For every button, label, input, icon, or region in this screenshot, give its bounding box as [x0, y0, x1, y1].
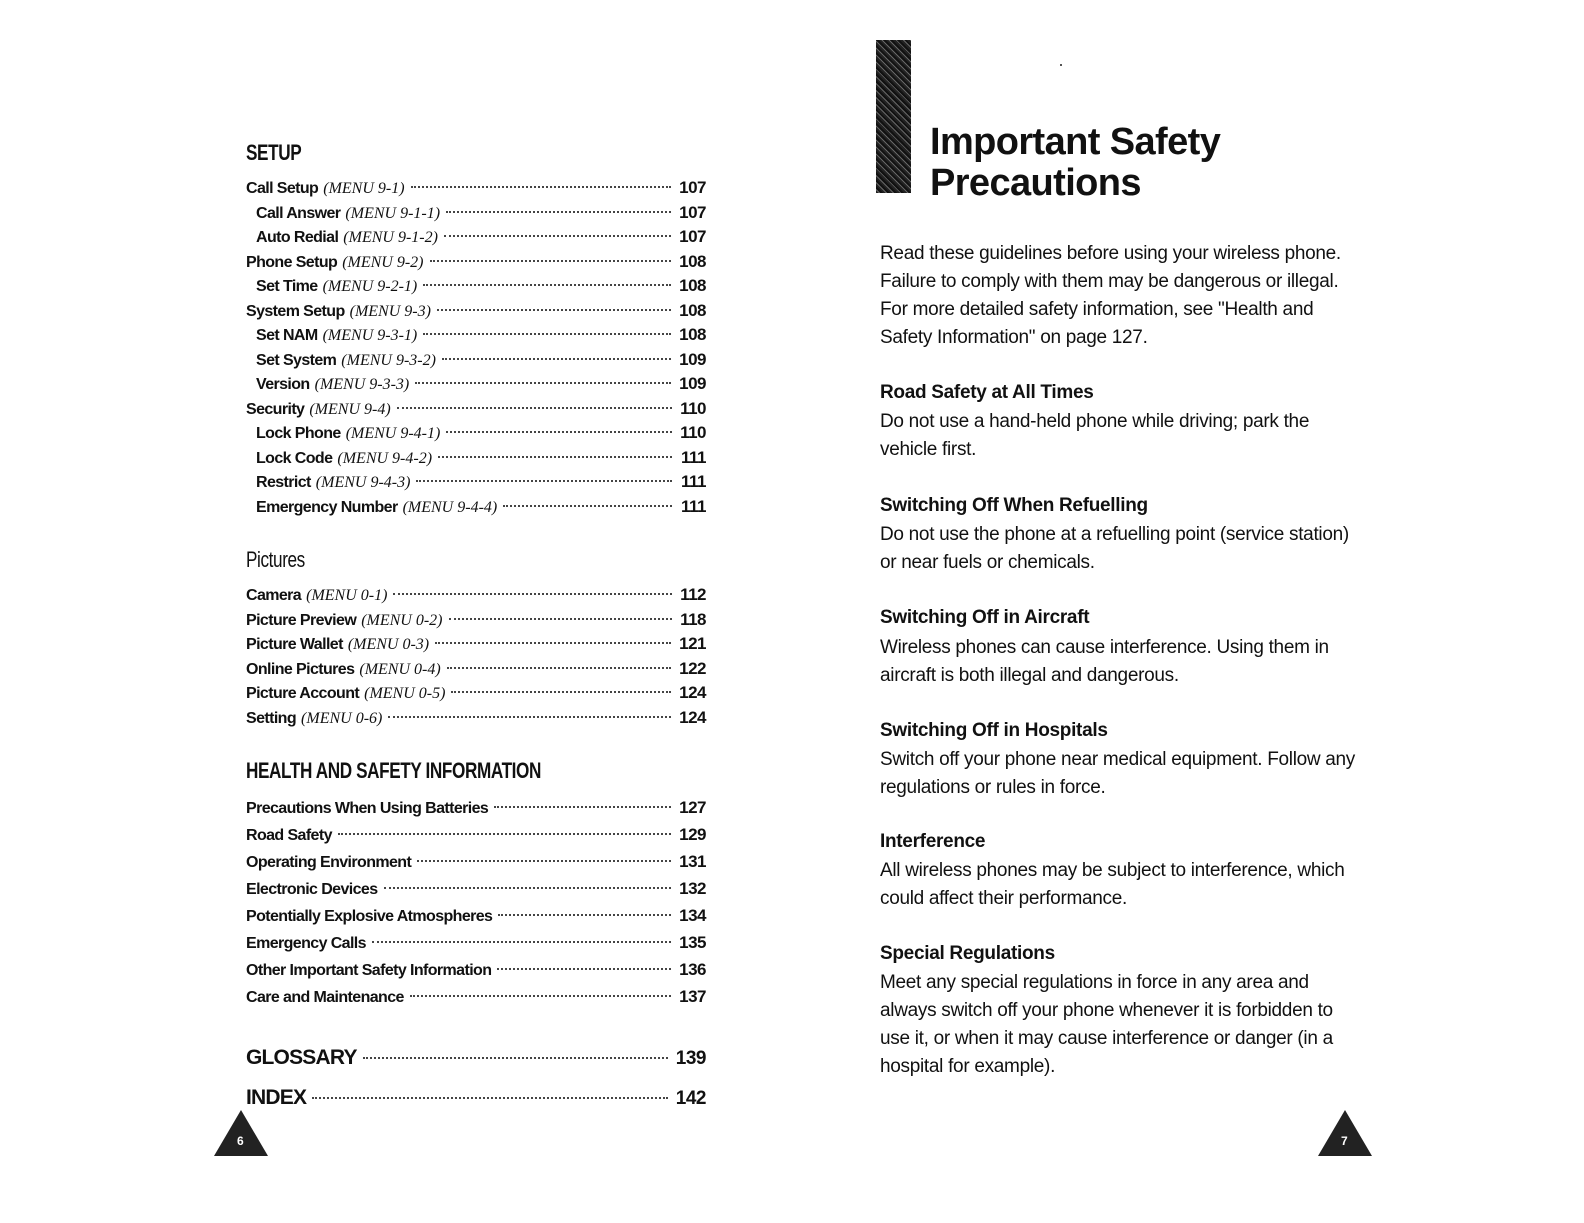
toc-row[interactable]	[246, 956, 706, 983]
toc-label: Picture Preview	[246, 611, 357, 629]
leader-dots	[393, 593, 672, 595]
toc-page: 108	[679, 276, 706, 295]
toc-menu: (MENU 9-4-3)	[315, 474, 411, 491]
toc-health-list	[246, 794, 706, 1010]
page-number-triangle-icon	[214, 1110, 268, 1156]
toc-label: Security	[246, 400, 305, 418]
toc-menu: (MENU 0-3)	[347, 636, 430, 653]
toc-row-glossary[interactable]	[246, 1038, 706, 1078]
leader-dots	[438, 456, 672, 458]
toc-page: 111	[681, 447, 706, 467]
intro-paragraph: Read these guidelines before using your wireless phone. Failure to comply with them may be dangerous or illegal. For more detailed safety information, see "Health and Safety Information" on page 127.	[880, 243, 1341, 348]
toc-row[interactable]	[246, 495, 706, 520]
toc-label: Set NAM	[256, 327, 318, 344]
leader-dots	[312, 1097, 668, 1099]
toc-menu: (MENU 9-4)	[309, 400, 391, 418]
toc-section-title-setup: SETUP	[246, 140, 302, 165]
leader-dots	[384, 887, 672, 889]
toc-page: 127	[679, 798, 706, 817]
toc-row[interactable]	[246, 274, 706, 299]
toc-label: Picture Account	[246, 685, 360, 702]
leader-dots	[430, 260, 672, 262]
page-title-line2: Precautions	[930, 162, 1141, 204]
page-number-triangle-icon	[1318, 1110, 1372, 1156]
leader-dots	[423, 284, 671, 286]
toc-page: 134	[679, 906, 706, 925]
toc-page: 107	[679, 178, 706, 197]
toc-menu: (MENU 9-4-1)	[345, 425, 441, 442]
section-text: Do not use a hand-held phone while driving; park the vehicle first.	[880, 411, 1310, 460]
page-title-line1: Important Safety	[930, 121, 1221, 163]
toc-page: 139	[675, 1048, 706, 1069]
toc-label: Other Important Safety Information	[246, 962, 492, 979]
toc-menu: (MENU 0-1)	[306, 587, 388, 604]
toc-page: 122	[679, 658, 706, 678]
toc-row[interactable]	[246, 176, 706, 201]
leader-dots	[372, 941, 671, 943]
toc-row[interactable]	[246, 681, 706, 706]
toc-section-title-health: HEALTH AND SAFETY INFORMATION	[246, 758, 542, 783]
toc-page: 112	[680, 585, 706, 604]
leader-dots	[417, 860, 671, 862]
toc-label: Lock Code	[256, 449, 333, 467]
leader-dots	[416, 480, 672, 482]
toc-page: 111	[681, 472, 706, 491]
toc-page: 124	[679, 707, 706, 727]
leader-dots	[363, 1057, 668, 1059]
toc-page: 129	[679, 825, 706, 844]
toc-row[interactable]	[246, 848, 706, 875]
toc-page: 124	[679, 683, 706, 702]
toc-page: 107	[679, 202, 706, 222]
toc-label: System Setup	[246, 302, 345, 320]
toc-label: Operating Environment	[246, 854, 412, 871]
toc-page: 121	[679, 634, 706, 653]
toc-label: Lock Phone	[256, 425, 341, 442]
toc-page: 137	[679, 987, 706, 1006]
leader-dots	[503, 505, 672, 507]
leader-dots	[498, 914, 671, 916]
toc-page: 110	[680, 423, 706, 442]
toc-page: 108	[679, 325, 706, 344]
toc-pictures-list	[246, 583, 706, 730]
section-heading: Interference	[880, 831, 986, 852]
toc-row[interactable]	[246, 929, 706, 956]
section-heading: Road Safety at All Times	[880, 382, 1094, 403]
toc-row-index[interactable]	[246, 1078, 706, 1118]
section-text: Switch off your phone near medical equipment. Follow any regulations or rules in force.	[880, 749, 1356, 798]
toc-menu: (MENU 9-3-3)	[314, 376, 410, 393]
toc-menu: (MENU 0-2)	[361, 611, 443, 629]
toc-row[interactable]	[246, 421, 706, 446]
toc-setup-list	[246, 176, 706, 519]
toc-row[interactable]	[246, 372, 706, 397]
toc-row[interactable]	[246, 902, 706, 929]
toc-page: 142	[675, 1088, 706, 1109]
leader-dots	[437, 309, 671, 311]
table-of-contents	[246, 140, 706, 1118]
leader-dots	[415, 382, 671, 384]
toc-label: Call Answer	[256, 204, 341, 222]
toc-menu: (MENU 9-2)	[342, 253, 424, 271]
toc-row[interactable]	[246, 794, 706, 821]
toc-menu: (MENU 9-3-1)	[322, 327, 418, 344]
toc-menu: (MENU 0-4)	[359, 660, 441, 678]
toc-row[interactable]	[246, 583, 706, 608]
toc-row[interactable]	[246, 875, 706, 902]
toc-menu: (MENU 0-5)	[364, 685, 446, 702]
toc-page: 136	[679, 960, 706, 979]
leader-dots	[442, 358, 671, 360]
toc-menu: (MENU 9-1)	[323, 180, 405, 197]
leader-dots	[444, 235, 671, 237]
toc-page: 111	[681, 496, 706, 516]
section-text: Do not use the phone at a refuelling point (service station) or near fuels or chemicals.	[880, 524, 1349, 573]
leader-dots	[447, 667, 671, 669]
toc-menu: (MENU 9-4-2)	[337, 449, 433, 467]
toc-menu: (MENU 9-1-2)	[343, 229, 438, 246]
toc-label: Camera	[246, 587, 302, 604]
toc-page: 109	[679, 374, 706, 393]
section-heading: Special Regulations	[880, 943, 1055, 964]
section-text: Meet any special regulations in force in any area and always switch off your phone whenever it is forbidden to use it, or when it may cause interference or danger (in a hospital for example).	[880, 972, 1333, 1077]
toc-menu: (MENU 9-3)	[349, 302, 431, 320]
toc-page: 118	[680, 609, 706, 629]
toc-label: Online Pictures	[246, 660, 355, 678]
toc-row[interactable]	[246, 201, 706, 226]
leader-dots	[411, 186, 672, 188]
section-text: Wireless phones can cause interference. Using them in aircraft is both illegal and dangerous.	[880, 637, 1329, 686]
toc-row[interactable]	[246, 657, 706, 682]
dot-mark	[1060, 64, 1062, 66]
leader-dots	[397, 407, 672, 409]
left-page-number: 6	[237, 1134, 244, 1148]
toc-row[interactable]	[246, 225, 706, 250]
section-heading: Switching Off in Hospitals	[880, 720, 1108, 741]
toc-page: 110	[680, 398, 706, 418]
toc-label: Road Safety	[246, 827, 332, 844]
toc-row[interactable]	[246, 397, 706, 422]
chapter-bar-icon	[876, 40, 911, 193]
section-heading: Switching Off in Aircraft	[880, 607, 1090, 628]
leader-dots	[388, 716, 671, 718]
toc-row[interactable]	[246, 608, 706, 633]
toc-label: Care and Maintenance	[246, 989, 404, 1006]
toc-page: 108	[679, 300, 706, 320]
page-title	[930, 122, 1220, 204]
toc-row[interactable]	[246, 250, 706, 275]
toc-label: Auto Redial	[256, 229, 339, 246]
toc-page: 132	[679, 879, 706, 898]
section-heading: Switching Off When Refuelling	[880, 495, 1148, 516]
toc-page: 108	[679, 251, 706, 271]
toc-label: Emergency Number	[256, 498, 398, 516]
toc-row[interactable]	[246, 821, 706, 848]
toc-menu: (MENU 9-4-4)	[402, 498, 498, 516]
toc-label: Picture Wallet	[246, 636, 343, 653]
leader-dots	[494, 806, 671, 808]
toc-label: Electronic Devices	[246, 881, 378, 898]
toc-row[interactable]	[246, 446, 706, 471]
toc-label: Phone Setup	[246, 253, 338, 271]
leader-dots	[446, 211, 671, 213]
toc-label: Set System	[256, 351, 337, 369]
toc-label: Setting	[246, 709, 297, 727]
toc-label: Set Time	[256, 278, 318, 295]
leader-dots	[451, 691, 671, 693]
leader-dots	[449, 618, 673, 620]
toc-label: INDEX	[246, 1086, 307, 1109]
toc-row[interactable]	[246, 323, 706, 348]
leader-dots	[423, 333, 671, 335]
toc-label: Call Setup	[246, 180, 319, 197]
toc-row[interactable]	[246, 983, 706, 1010]
toc-label: Restrict	[256, 474, 311, 491]
toc-page: 135	[679, 933, 706, 952]
toc-page: 131	[679, 852, 706, 871]
leader-dots	[497, 968, 671, 970]
toc-menu: (MENU 9-3-2)	[341, 351, 436, 369]
toc-menu: (MENU 0-6)	[301, 709, 383, 727]
toc-menu: (MENU 9-2-1)	[322, 278, 418, 295]
toc-row[interactable]	[246, 348, 706, 373]
toc-label: Potentially Explosive Atmospheres	[246, 908, 493, 925]
section-text: All wireless phones may be subject to interference, which could affect their performance.	[880, 860, 1345, 909]
toc-label: Precautions When Using Batteries	[246, 800, 489, 817]
toc-row[interactable]	[246, 632, 706, 657]
leader-dots	[435, 642, 671, 644]
leader-dots	[338, 833, 671, 835]
toc-page: 107	[679, 227, 706, 246]
toc-page: 109	[679, 349, 706, 369]
toc-label: Version	[256, 376, 310, 393]
toc-row[interactable]	[246, 299, 706, 324]
toc-label: Emergency Calls	[246, 935, 366, 952]
toc-row[interactable]	[246, 706, 706, 731]
toc-label: GLOSSARY	[246, 1046, 357, 1069]
leader-dots	[410, 995, 671, 997]
toc-section-title-pictures: Pictures	[246, 547, 305, 572]
toc-row[interactable]	[246, 470, 706, 495]
right-page-number: 7	[1341, 1134, 1348, 1148]
leader-dots	[446, 431, 672, 433]
toc-menu: (MENU 9-1-1)	[345, 204, 441, 222]
